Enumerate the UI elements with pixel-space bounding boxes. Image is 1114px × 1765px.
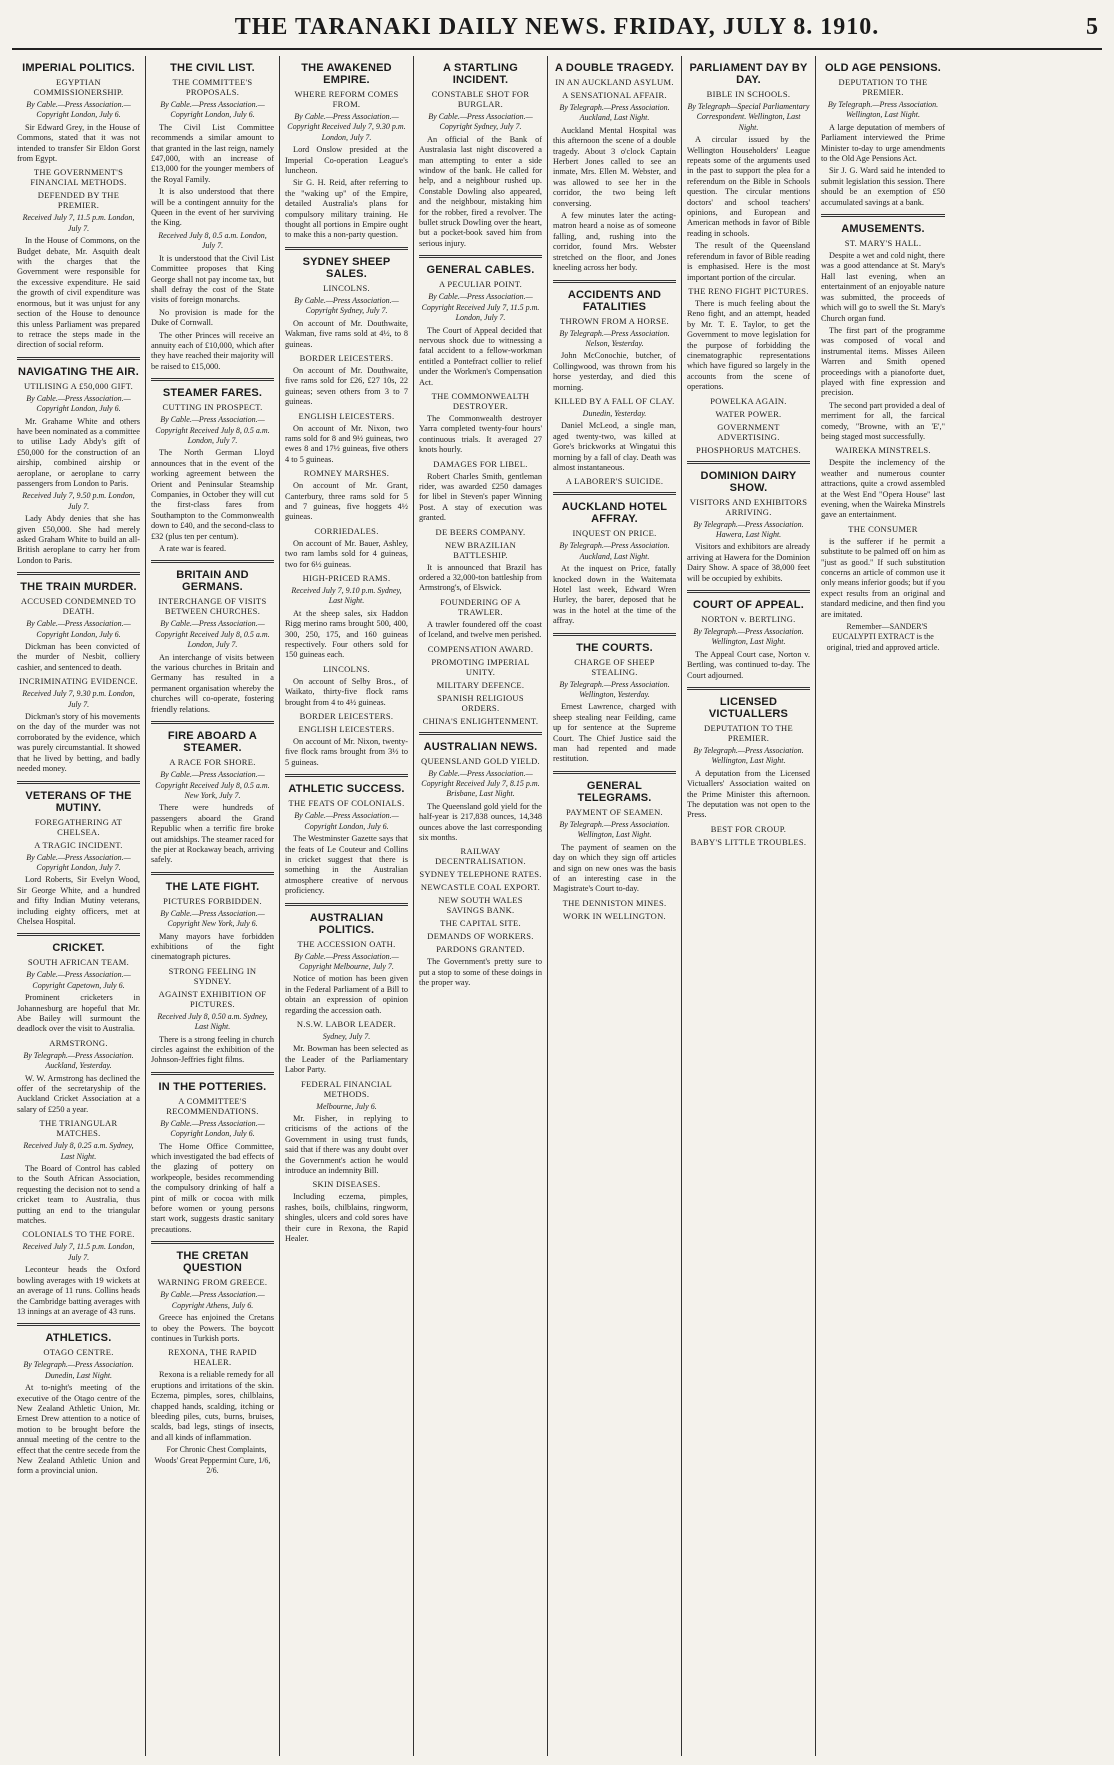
article-paragraph: Leconteur heads the Oxford bowling averages with 19 wickets at an average of 11 runs. Collins heads the Cambridge batting averages with 13 innings at an average of 43 runs. xyxy=(17,1265,140,1316)
article-paragraph: On account of Mr. Grant, Canterbury, three rams sold for 5 and 7 guineas, five hoggets 4½ guineas. xyxy=(285,481,408,522)
article-subheading: ST. MARY'S HALL. xyxy=(844,238,922,249)
columns-container xyxy=(12,56,1102,1756)
article-headline: IN THE POTTERIES. xyxy=(158,1080,267,1093)
article-paragraph: Mr. Fisher, in replying to criticisms of the actions of the Government in using trust funds, said that if there was any doubt over the Government's action he would introduce an indemnity Bill. xyxy=(285,1114,408,1176)
article-paragraph: Many mayors have forbidden exhibitions of the fight cinematograph pictures. xyxy=(151,931,274,962)
section-divider xyxy=(17,933,140,936)
article-paragraph: The Board of Control has cabled to the South African Association, requesting the decision not to send a cricket team to Australia, thus putting an end to the triangular matches. xyxy=(17,1164,140,1226)
section-divider xyxy=(419,732,542,735)
article-paragraph: Mr. Grahame White and others have been nominated as a committee to utilise Lady Abdy's gift of £50,000 for the construction of an airship, combined airship or aeroplane, or aeroplane to carry passengers from London to Paris. xyxy=(17,416,140,488)
article-paragraph: Robert Charles Smith, gentleman rider, was awarded £250 damages for libel in Steven's paper Winning Post. A stay of execution was granted. xyxy=(419,471,542,523)
article-subheading: WHERE REFORM COMES FROM. xyxy=(294,89,399,109)
section-divider xyxy=(151,378,274,381)
dateline: By Cable.—Press Association.—Copyright Received July 8, 0.5 a.m. London, July 7. xyxy=(155,619,270,650)
article-headline: LICENSED VICTUALLERS xyxy=(708,696,789,721)
dateline: By Cable.—Press Association.—Copyright London, July 6. xyxy=(160,100,265,120)
column-6 xyxy=(682,56,816,1756)
article-subheading: THE TRIANGULAR MATCHES. xyxy=(39,1118,118,1139)
column-7 xyxy=(816,56,950,1756)
section-divider xyxy=(687,461,810,464)
dateline: By Telegraph—Special Parliamentary Correspondent. Wellington, Last Night. xyxy=(687,102,810,132)
dateline: By Cable.—Press Association.—Copyright Received July 8, 0.5 a.m. New York, July 7. xyxy=(155,770,270,800)
article-subheading: ROMNEY MARSHES. xyxy=(303,468,390,479)
article-subheading: ENGLISH LEICESTERS. xyxy=(298,410,395,421)
article-headline: IMPERIAL POLITICS. xyxy=(22,62,135,74)
column-5 xyxy=(548,56,682,1756)
article-paragraph: Lord Onslow presided at the Imperial Co-operation League's luncheon. xyxy=(285,145,408,176)
article-subheading: A RACE FOR SHORE. xyxy=(169,757,256,768)
article-subheading: REXONA, THE RAPID HEALER. xyxy=(168,1347,257,1368)
dateline: Received July 7, 11.5 p.m. London, July 7. xyxy=(22,213,135,233)
article-subheading: SYDNEY TELEPHONE RATES. xyxy=(419,869,542,880)
article-subheading: DEFENDED BY THE PREMIER. xyxy=(37,190,120,211)
article-paragraph: There is much feeling about the Reno fight, and an attempt, headed by Mr. T. E. Taylor, to get the Government to move legislation for the purpose of forbidding the cinematographic representations which have figured so largely in the accounts from the scene of operations. xyxy=(687,298,810,392)
article-paragraph: The second part provided a deal of merriment for all, the farcical comedy, "Browne, with an 'E'," being staged most successfully. xyxy=(821,400,945,441)
article-paragraph: The Home Office Committee, which investigated the bad effects of the glazing of pottery on workpeople, besides recommending the compulsory drinking of half a pint of milk or cocoa with milk before women or young persons start work, suggests drastic sanitary precautions. xyxy=(151,1141,274,1234)
article-subheading: INTERCHANGE OF VISITS BETWEEN CHURCHES. xyxy=(158,596,267,617)
column-4 xyxy=(414,56,548,1756)
article-subheading: LINCOLNS. xyxy=(323,663,370,674)
dateline: Sydney, July 7. xyxy=(322,1031,371,1041)
article-paragraph: There were hundreds of passengers aboard the Grand Republic when a terrific fire broke out amidships. The steamer raced for the pier at Rockaway beach, arriving safely. xyxy=(151,803,274,865)
article-paragraph: A deputation from the Licensed Victuallers' Association waited on the Prime Minister this afternoon. The deputation was not open to the Press. xyxy=(687,768,810,820)
article-subheading: EGYPTIAN COMMISSIONERSHIP. xyxy=(33,77,124,97)
section-divider xyxy=(151,721,274,724)
article-paragraph: The Westminster Gazette says that the feats of Le Couteur and Collins in cricket suggest that there is something in the Australian atmosphere creative of nervous proficiency. xyxy=(285,834,408,896)
dateline: By Cable.—Press Association.—Copyright Sydney, July 7. xyxy=(294,295,399,316)
article-subheading: THE RENO FIGHT PICTURES. xyxy=(688,285,809,296)
article-subheading: SOUTH AFRICAN TEAM. xyxy=(27,957,130,968)
dateline: By Cable.—Press Association.—Copyright Sydney, July 7. xyxy=(428,112,533,132)
article-paragraph: Including eczema, pimples, rashes, boils, chilblains, ringworm, shingles, ulcers and cold sores have their cure in Rexona, the Rapid Healer. xyxy=(285,1192,408,1244)
article-subheading: DEPUTATION TO THE PREMIER. xyxy=(704,723,793,744)
section-divider xyxy=(687,687,810,690)
article-headline: NAVIGATING THE AIR. xyxy=(18,365,139,378)
article-subheading: THROWN FROM A HORSE. xyxy=(560,315,669,326)
masthead xyxy=(12,14,1102,50)
article-subheading: IN AN AUCKLAND ASYLUM. xyxy=(555,77,674,87)
article-paragraph: At the inquest on Price, fatally knocked down in the Waitemata Hotel last week, Edward Wren Hurley, the barer, deposed that he was in the hotel at the time of the affray. xyxy=(553,564,676,626)
dateline: By Cable.—Press Association.—Copyright Received July 8, 0.5 a.m. London, July 7. xyxy=(155,415,270,445)
article-subheading: SKIN DISEASES. xyxy=(312,1179,381,1190)
article-headline: PARLIAMENT DAY BY DAY. xyxy=(689,62,808,86)
article-paragraph: Mr. Bowman has been selected as the Leader of the Parliamentary Labor Party. xyxy=(285,1044,408,1075)
dateline: By Telegraph.—Press Association. Nelson, Yesterday. xyxy=(559,328,670,348)
article-paragraph: It is also understood that there will be a contingent annuity for the Queen in the event of her surviving the King. xyxy=(151,187,274,228)
article-headline: ATHLETIC SUCCESS. xyxy=(288,783,405,796)
article-paragraph: Sir G. H. Reid, after referring to the "waking up" of the Empire, detailed Australia's plans for compulsory military training. He thought all portions in Empire ought to make this a non-party question. xyxy=(285,178,408,240)
article-subheading: ARMSTRONG. xyxy=(49,1037,108,1048)
article-subheading: PARDONS GRANTED. xyxy=(436,944,525,955)
dateline: Received July 7, 9.30 p.m. London, July 7. xyxy=(22,689,135,709)
article-paragraph: On account of Mr. Nixon, two rams sold for 8 and 9½ guineas, two ewes 8 and 17½ guineas, five others 4 to 5 guineas. xyxy=(285,423,408,464)
article-subheading: PAYMENT OF SEAMEN. xyxy=(566,806,663,817)
article-subheading: WARNING FROM GREECE. xyxy=(157,1277,268,1288)
article-paragraph: Notice of motion has been given in the Federal Parliament of a Bill to obtain an expression of opinion regarding the accession oath. xyxy=(285,974,408,1015)
article-subheading: NEW SOUTH WALES SAVINGS BANK. xyxy=(438,895,523,916)
article-paragraph: At to-night's meeting of the executive of the Otago centre of the New Zealand Athletic Union, Mr. Ernest Drew attention to a notice of motion to be brought before the annual meeting of the centre to the effect that the centre secede from the New Zealand Athletic Union and form a provincial union. xyxy=(17,1383,140,1476)
article-headline: BRITAIN AND GERMANS. xyxy=(176,569,249,594)
article-paragraph: It is understood that the Civil List Committee proposes that King George shall not pay income tax, but shall defray the cost of the State visits of foreign monarchs. xyxy=(151,253,274,305)
article-paragraph: No provision is made for the Duke of Cornwall. xyxy=(151,307,274,328)
article-paragraph: Despite the inclemency of the weather and numerous counter attractions, quite a crowd assembled at the West End "Opera House" last evening, when the Waireka Minstrels gave an entertainment. xyxy=(821,458,945,520)
article-paragraph: On account of Mr. Douthwaite, five rams sold for £26, £27 10s, 22 guineas; seven others from 3 to 7 guineas. xyxy=(285,365,408,407)
dateline: By Telegraph.—Press Association. Wellington, Last Night. xyxy=(827,100,939,120)
article-headline: ACCIDENTS AND FATALITIES xyxy=(567,288,662,313)
article-headline: THE CIVIL LIST. xyxy=(170,62,255,74)
article-subheading: A LABORER'S SUICIDE. xyxy=(565,476,664,487)
article-headline: ATHLETICS. xyxy=(45,1332,112,1345)
article-subheading: N.S.W. LABOR LEADER. xyxy=(296,1018,397,1029)
article-paragraph: Dickman's story of his movements on the day of the murder was not corroborated by the evidence, which was purely circumstantial. It showed that he lived by betting, and badly needed money. xyxy=(17,712,140,774)
article-subheading: COLONIALS TO THE FORE. xyxy=(22,1229,135,1240)
article-subheading: VISITORS AND EXHIBITORS ARRIVING. xyxy=(689,496,808,517)
article-paragraph: In the House of Commons, on the Budget debate, Mr. Asquith dealt with the charges that the Government were responsible for the excessive expenditure. He said the growth of civil expenditure was enormous, but it was unjust for any section of the House to denounce this unless Parliament was prepared to retrace the steps made in the direction of social reform. xyxy=(17,236,140,350)
section-divider xyxy=(151,1072,274,1075)
article-headline: FIRE ABOARD A STEAMER. xyxy=(167,730,258,755)
article-paragraph: On account of Selby Bros., of Waikato, thirty-five flock rams brought from 4 to 4½ guineas. xyxy=(285,676,408,707)
column-1 xyxy=(12,56,146,1756)
article-subheading: WAIREKA MINSTRELS. xyxy=(835,445,931,456)
article-headline: VETERANS OF THE MUTINY. xyxy=(25,789,132,814)
section-divider xyxy=(553,280,676,283)
advertisement-text: For Chronic Chest Complaints, Woods' Great Peppermint Cure, 1/6, 2/6. xyxy=(154,1445,271,1475)
dateline: By Telegraph.—Press Association. Auckland, Last Night. xyxy=(559,541,670,561)
article-subheading: CHINA'S ENLIGHTENMENT. xyxy=(422,715,539,726)
article-subheading: FOREGATHERING AT CHELSEA. xyxy=(34,816,123,837)
article-subheading: FOUNDERING OF A TRAWLER. xyxy=(440,596,521,617)
dateline: By Cable.—Press Association.—Copyright London, July 6. xyxy=(160,1118,265,1139)
article-subheading: BIBLE IN SCHOOLS. xyxy=(706,89,791,99)
article-subheading: BABY'S LITTLE TROUBLES. xyxy=(690,836,807,847)
article-paragraph: The Appeal Court case, Norton v. Bertling, was continued to-day. The Court adjourned. xyxy=(687,649,810,680)
dateline: By Cable.—Press Association.—Copyright Received July 7, 11.5 p.m. London, July 7. xyxy=(421,292,540,323)
article-paragraph: On account of Mr. Nixon, twenty-five flock rams brought from 3½ to 5 guineas. xyxy=(285,737,408,767)
section-divider xyxy=(17,357,140,360)
article-subheading: A SENSATIONAL AFFAIR. xyxy=(562,90,667,100)
section-divider xyxy=(17,1323,140,1326)
article-paragraph: There is a strong feeling in church circles against the exhibition of the Johnson-Jeffries fight films. xyxy=(151,1034,274,1065)
article-headline: A DOUBLE TRAGEDY. xyxy=(554,62,675,74)
article-paragraph: On account of Mr. Bauer, Ashley, two ram lambs sold for 4 guineas, two for 6½ guineas. xyxy=(285,538,408,569)
article-paragraph: On account of Mr. Douthwaite, Wakman, five rams sold at 4½, to 8 guineas. xyxy=(285,318,408,349)
dateline: Melbourne, July 6. xyxy=(316,1101,377,1111)
article-paragraph: Prominent cricketers in Johannesburg are hopeful that Mr. Abe Bailey will surmount the deadlock over the visit to Australia. xyxy=(17,993,140,1034)
article-paragraph: The Commonwealth destroyer Yarra completed twenty-four hours' continuous trials. It averaged 27 knots hourly. xyxy=(419,413,542,455)
article-subheading: DE BEERS COMPANY. xyxy=(435,526,526,537)
article-subheading: A TRAGIC INCIDENT. xyxy=(34,839,123,850)
dateline: By Telegraph.—Press Association. Auckland, Last Night. xyxy=(559,103,670,123)
section-divider xyxy=(151,872,274,875)
article-subheading: COMPENSATION AWARD. xyxy=(427,643,534,654)
article-paragraph: The result of the Queensland referendum in favor of Bible reading is emphasised. Here is the most important portion of the circular. xyxy=(687,241,810,282)
article-paragraph: Daniel McLeod, a single man, aged twenty-two, was killed at Gore's brickworks at Wingatui this morning by a fall of clay. Death was almost instantaneous. xyxy=(553,421,676,472)
article-subheading: NORTON v. BERTLING. xyxy=(701,614,796,624)
article-subheading: A COMMITTEE'S RECOMMENDATIONS. xyxy=(166,1095,259,1116)
section-divider xyxy=(285,247,408,250)
article-paragraph: The Court of Appeal decided that nervous shock due to witnessing a fatal accident to a fellow-workman entitled a Pontefract collier to relief under the Workmen's Compensation Act. xyxy=(419,325,542,387)
dateline: Received July 7, 9.50 p.m. London, July 7. xyxy=(22,491,135,511)
dateline: By Cable.—Press Association.—Copyright London, July 6. xyxy=(26,619,131,639)
article-subheading: LINCOLNS. xyxy=(323,282,370,293)
article-subheading: THE GOVERNMENT'S FINANCIAL METHODS. xyxy=(30,167,127,188)
article-paragraph: A trawler foundered off the coast of Iceland, and twelve men perished. xyxy=(419,619,542,640)
dateline: By Cable.—Press Association.—Copyright Melbourne, July 7. xyxy=(294,951,399,971)
article-subheading: NEW BRAZILIAN BATTLESHIP. xyxy=(444,539,517,560)
article-subheading: GOVERNMENT ADVERTISING. xyxy=(717,421,780,442)
article-headline: COURT OF APPEAL. xyxy=(693,599,804,611)
article-subheading: RAILWAY DECENTRALISATION. xyxy=(435,846,526,867)
article-paragraph: A large deputation of members of Parliament interviewed the Prime Minister to-day to urge amendments to the Old Age Pensions Act. xyxy=(821,122,945,164)
article-paragraph: Lord Roberts, Sir Evelyn Wood, Sir George White, and a hundred and fifty Indian Mutiny veterans, including eighty officers, met at Chelsea Hospital. xyxy=(17,875,140,926)
dateline: By Telegraph.—Press Association. Wellington, Last Night. xyxy=(693,746,804,766)
dateline: By Cable.—Press Association.—Copyright Received July 7, 9.30 p.m. London, July 7. xyxy=(287,112,406,142)
article-subheading: HIGH-PRICED RAMS. xyxy=(302,573,391,583)
dateline: By Telegraph.—Press Association. Auckland, Yesterday. xyxy=(23,1050,134,1071)
article-headline: THE LATE FIGHT. xyxy=(165,880,260,893)
dateline: By Cable.—Press Association.—Copyright London, July 6. xyxy=(294,811,399,831)
article-paragraph: Greece has enjoined the Cretans to obey the Powers. The boycott continues in Turkish ports. xyxy=(151,1313,274,1343)
article-headline: GENERAL CABLES. xyxy=(426,264,535,277)
article-paragraph: An official of the Bank of Australasia last night discovered a man attempting to enter a side window of the bank. He called for help, and a neighbour rushed up. Constable Dowling also appeared, and the neighbour, mistaking him for the robber, fired a revolver. The bullet struck Dowling over the heart, but a pocket-book saved him from serious injury. xyxy=(419,134,542,248)
article-subheading: THE CAPITAL SITE. xyxy=(440,918,521,929)
article-paragraph: The Queensland gold yield for the half-year is 217,838 ounces, 14,348 ounces above the last corresponding six months. xyxy=(419,801,542,843)
article-paragraph: A circular issued by the Wellington Householders' League repeats some of the arguments used in the past to support the plea for a referendum on the Bible in Schools question. The circular mentions doctors' and school teachers' opinions, and European and American methods in favor of Bible reading in schools. xyxy=(687,135,810,238)
article-headline: STEAMER FARES. xyxy=(162,387,263,400)
article-subheading: PICTURES FORBIDDEN. xyxy=(163,895,262,906)
article-headline: GENERAL TELEGRAMS. xyxy=(577,779,652,804)
article-paragraph: An interchange of visits between the various churches in Britain and Germany has resulted in a permanent organisation whereby the churches will co-operate, fostering friendly relations. xyxy=(151,652,274,714)
article-paragraph: The other Princes will receive an annuity each of £10,000, which after they have reached their majority will be raised to £15,000. xyxy=(151,330,274,371)
article-headline: OLD AGE PENSIONS. xyxy=(824,62,942,74)
section-divider xyxy=(17,781,140,784)
article-subheading: CUTTING IN PROSPECT. xyxy=(162,402,263,413)
article-subheading: BEST FOR CROUP. xyxy=(710,823,787,834)
dateline: By Telegraph.—Press Association. Dunedin, Last Night. xyxy=(23,1360,134,1380)
article-paragraph: Auckland Mental Hospital was this afternoon the scene of a double tragedy. About 3 o'clock Captain Herbert Jones called to see an inmate, Mrs. Ellen M. Webster, and was allowed to see her in the corridor, the two being left conversing. xyxy=(553,125,676,208)
article-subheading: BORDER LEICESTERS. xyxy=(299,352,394,363)
dateline: By Cable.—Press Association.—Copyright Received July 7, 8.15 p.m. Brisbane, Last Night. xyxy=(421,768,540,799)
article-subheading: INQUEST ON PRICE. xyxy=(572,528,657,539)
article-paragraph: The Civil List Committee recommends a similar amount to that granted in the last reign, namely £47,000, with an increase of £13,000 for the younger members of the Royal Family. xyxy=(151,122,274,184)
article-paragraph: is the sufferer if he permit a substitute to be palmed off on him as "just as good." If such substitution concerns an article of common use it only means inferior goods; but if you expect results from an original and standard medicine, and then find you are imitated. xyxy=(821,536,945,619)
article-subheading: PROMOTING IMPERIAL UNITY. xyxy=(431,656,530,677)
section-divider xyxy=(419,255,542,258)
dateline: By Cable.—Press Association.—Copyright London, July 7. xyxy=(26,852,131,872)
article-headline: AMUSEMENTS. xyxy=(841,223,925,236)
article-subheading: DAMAGES FOR LIBEL. xyxy=(433,458,528,469)
article-subheading: ACCUSED CONDEMNED TO DEATH. xyxy=(20,596,137,617)
article-headline: AUSTRALIAN NEWS. xyxy=(423,740,538,753)
article-paragraph: The North German Lloyd announces that in the event of the working agreement between the Orient and Peninsular Steamship Companies, in October they will cut the first-class fares from Southampton to the Commonwealth down to £40, and the second-class to £32 (plus ten per centum). xyxy=(151,448,274,541)
section-divider xyxy=(285,903,408,906)
column-2 xyxy=(146,56,280,1756)
article-paragraph: Dickman has been convicted of the murder of Nesbit, colliery cashier, and sentenced to death. xyxy=(17,642,140,672)
newspaper-title: THE TARANAKI DAILY NEWS. FRIDAY, JULY 8. 1910. xyxy=(234,14,880,40)
article-subheading: MILITARY DEFENCE. xyxy=(436,679,525,690)
article-subheading: NEWCASTLE COAL EXPORT. xyxy=(420,882,541,893)
article-subheading: STRONG FEELING IN SYDNEY. xyxy=(168,965,257,986)
article-subheading: AGAINST EXHIBITION OF PICTURES. xyxy=(158,988,267,1009)
article-subheading: UTILISING A £50,000 GIFT. xyxy=(23,380,134,391)
section-divider xyxy=(821,214,945,217)
article-subheading: THE CONSUMER xyxy=(848,523,918,534)
article-subheading: CONSTABLE SHOT FOR BURGLAR. xyxy=(431,89,530,109)
article-paragraph: At the sheep sales, six Haddon Rigg merino rams brought 500, 400, 300, 250, 175, and 160 guineas respectively. Four others sold for 150 guineas each. xyxy=(285,608,408,660)
article-subheading: WORK IN WELLINGTON. xyxy=(563,910,666,921)
article-subheading: DEMANDS OF WORKERS. xyxy=(427,931,534,942)
article-paragraph: A rate war is feared. xyxy=(159,544,227,554)
article-headline: THE TRAIN MURDER. xyxy=(20,581,137,594)
article-headline: DOMINION DAIRY SHOW. xyxy=(700,469,797,494)
article-paragraph: John McConochie, butcher, of Collingwood, was thrown from his horse yesterday, and died this morning. xyxy=(553,351,676,392)
advertisement-text: Remember—SANDER'S EUCALYPTI EXTRACT is the original, tried and approved article. xyxy=(826,622,940,652)
dateline: By Telegraph.—Press Association. Hawera, Last Night. xyxy=(693,519,804,539)
column-3 xyxy=(280,56,414,1756)
dateline: Dunedin, Yesterday. xyxy=(582,408,647,418)
article-subheading: POWELKA AGAIN. xyxy=(710,395,787,406)
section-divider xyxy=(553,492,676,495)
article-headline: CRICKET. xyxy=(52,942,105,955)
article-paragraph: The first part of the programme was composed of vocal and instrumental items. Misses Aileen Warren and Smith opened proceedings with a pianoforte duet, played with fine expression and precision. xyxy=(821,325,945,398)
dateline: By Cable.—Press Association.—Copyright New York, July 6. xyxy=(160,908,265,929)
article-subheading: THE FEATS OF COLONIALS. xyxy=(288,798,405,809)
dateline: By Telegraph.—Press Association. Wellington, Last Night. xyxy=(559,819,670,840)
article-subheading: A PECULIAR POINT. xyxy=(438,279,523,290)
dateline: By Cable.—Press Association.—Copyright Athens, July 6. xyxy=(160,1290,265,1310)
article-paragraph: Sir J. G. Ward said he intended to submit legislation this session. There should be an exemption of £50 accumulated savings at a bank. xyxy=(821,166,945,207)
article-subheading: OTAGO CENTRE. xyxy=(43,1347,114,1358)
article-paragraph: It is announced that Brazil has ordered a 32,000-ton battleship from Armstrong's, of Elswick. xyxy=(419,562,542,593)
article-subheading: CHARGE OF SHEEP STEALING. xyxy=(574,656,655,677)
dateline: Received July 8, 0.25 a.m. Sydney, Last Night. xyxy=(23,1141,134,1161)
article-paragraph: A few minutes later the acting-matron heard a noise as of someone falling, and, rushing into the corridor, found Mrs. Webster stretched on the floor, and Jones kneeling across her body. xyxy=(553,211,676,273)
article-paragraph: Sir Edward Grey, in the House of Commons, stated that it was not intended to transfer Sir Eldon Gorst from Egypt. xyxy=(17,122,140,164)
article-paragraph: Despite a wet and cold night, there was a good attendance at St. Mary's Hall last evening, when an entertainment of an enjoyable nature was submitted, the proceeds of which will go to swell the St. Mary's Church organ fund. xyxy=(821,251,945,323)
section-divider xyxy=(553,771,676,774)
article-subheading: QUEENSLAND GOLD YIELD. xyxy=(421,755,540,766)
dateline: By Cable.—Press Association.—Copyright Capetown, July 6. xyxy=(26,970,131,990)
section-divider xyxy=(687,590,810,593)
article-subheading: THE ACCESSION OATH. xyxy=(297,938,396,949)
article-subheading: BORDER LEICESTERS. xyxy=(299,711,394,722)
article-subheading: DEPUTATION TO THE PREMIER. xyxy=(838,77,928,97)
article-paragraph: Ernest Lawrence, charged with sheep stealing near Feilding, came up for sentence at the Supreme Court. The Chief Justice said the man had repented and made restitution. xyxy=(553,702,676,764)
article-headline: THE CRETAN QUESTION xyxy=(176,1250,249,1275)
article-subheading: KILLED BY A FALL OF CLAY. xyxy=(554,395,675,406)
dateline: By Telegraph.—Press Association. Wellington, Yesterday. xyxy=(559,679,670,700)
article-subheading: ENGLISH LEICESTERS. xyxy=(298,724,395,735)
section-divider xyxy=(17,572,140,575)
section-divider xyxy=(285,774,408,777)
article-headline: SYDNEY SHEEP SALES. xyxy=(302,255,391,280)
dateline: Received July 7, 9.10 p.m. Sydney, Last Night. xyxy=(291,586,402,606)
article-headline: AUSTRALIAN POLITICS. xyxy=(309,911,384,936)
article-paragraph: Rexona is a reliable remedy for all eruptions and irritations of the skin. Eczema, pimples, sores, chilblains, chapped hands, scalding, itching or bleeding piles, cuts, burns, bruises, scalds, bad legs, stings of insects, and all kinds of inflammation. xyxy=(151,1370,274,1442)
dateline: By Cable.—Press Association.—Copyright London, July 6. xyxy=(26,100,131,120)
dateline: Received July 8, 0.5 a.m. London, July 7. xyxy=(158,230,267,251)
dateline: By Cable.—Press Association.—Copyright London, July 6. xyxy=(26,393,131,414)
article-paragraph: Lady Abdy denies that she has given £50,000. She had merely asked Graham White to build an all-British aeroplane to carry her from London to Paris. xyxy=(17,514,140,565)
article-headline: THE AWAKENED EMPIRE. xyxy=(301,62,392,86)
dateline: Received July 7, 11.5 p.m. London, July 7. xyxy=(22,1242,135,1262)
article-subheading: CORRIEDALES. xyxy=(314,525,379,536)
article-subheading: INCRIMINATING EVIDENCE. xyxy=(19,676,138,687)
article-subheading: THE COMMONWEALTH DESTROYER. xyxy=(431,390,530,411)
article-subheading: SPANISH RELIGIOUS ORDERS. xyxy=(437,692,524,713)
section-divider xyxy=(151,560,274,563)
article-headline: AUCKLAND HOTEL AFFRAY. xyxy=(561,501,668,526)
section-divider xyxy=(151,1241,274,1244)
dateline: By Telegraph.—Press Association. Wellington, Last Night. xyxy=(693,627,804,647)
dateline: Received July 8, 0.50 a.m. Sydney, Last Night. xyxy=(157,1011,268,1032)
article-subheading: FEDERAL FINANCIAL METHODS. xyxy=(301,1078,392,1099)
page-number: 5 xyxy=(1086,14,1098,40)
article-subheading: WATER POWER. xyxy=(715,408,782,419)
article-paragraph: The payment of seamen on the day on which they sign off articles and sign on new ones was the basis of an interesting case in the Magistrate's Court to-day. xyxy=(553,842,676,894)
article-paragraph: The Government's pretty sure to put a stop to some of these doings in the proper way. xyxy=(419,957,542,988)
article-headline: A STARTLING INCIDENT. xyxy=(443,62,518,86)
article-paragraph: Visitors and exhibitors are already arriving at Hawera for the Dominion Dairy Show. A space of 38,000 feet will be occupied by exhibits. xyxy=(687,542,810,583)
article-subheading: THE DENNISTON MINES. xyxy=(562,897,667,908)
article-subheading: PHOSPHORUS MATCHES. xyxy=(696,444,801,455)
article-headline: THE COURTS. xyxy=(576,641,653,654)
section-divider xyxy=(553,633,676,636)
article-paragraph: W. W. Armstrong has declined the offer of the secretaryship of the Auckland Cricket Association at a salary of £250 a year. xyxy=(17,1073,140,1114)
article-subheading: THE COMMITTEE'S PROPOSALS. xyxy=(172,77,253,97)
